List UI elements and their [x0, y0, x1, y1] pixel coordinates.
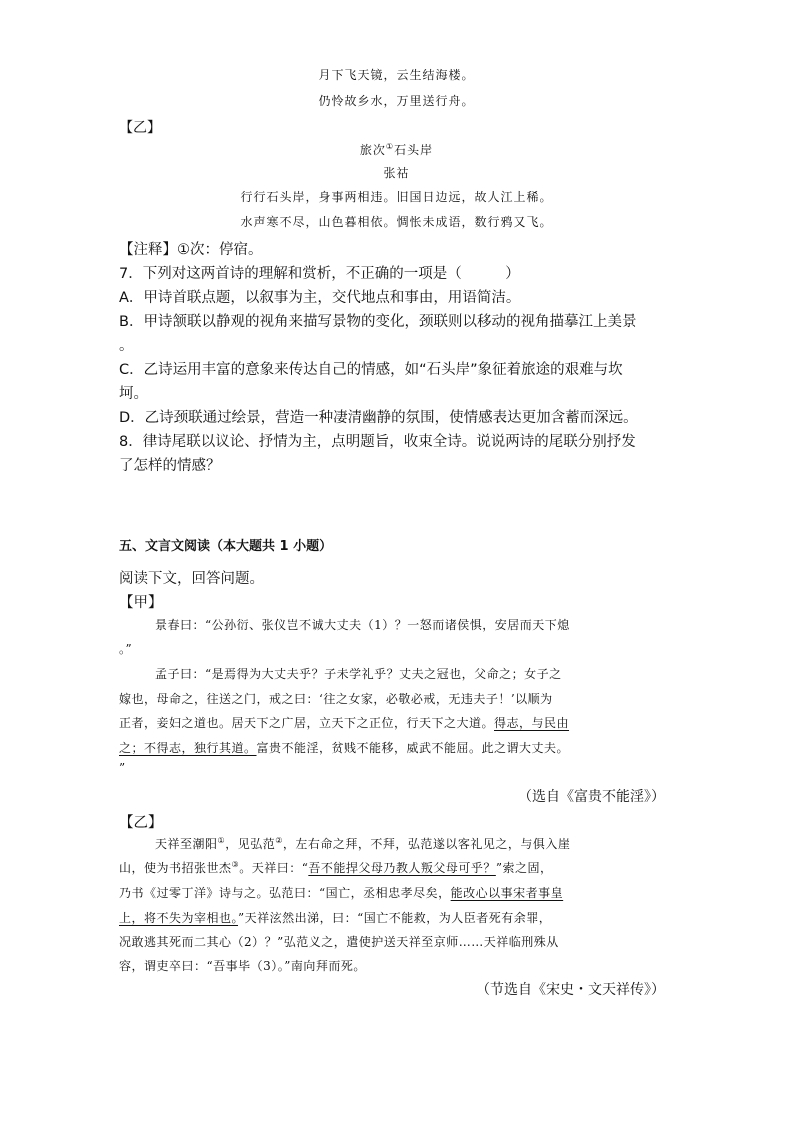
text-run: ，左右命之拜，不拜，弘范遂以客礼见之，与俱入崖 — [282, 837, 571, 851]
question-7-option-b-cont: 。 — [119, 338, 134, 354]
question-7-option-c-cont: 坷。 — [119, 386, 148, 402]
text-run: ”索之固， — [495, 861, 553, 875]
classical-text-line — [119, 884, 563, 901]
section-heading: 五、文言文阅读（本大题共 1 小题） — [119, 539, 333, 554]
classical-text-line — [155, 835, 570, 852]
classical-text-line — [119, 909, 551, 926]
text-run: ”天祥泫然出涕，曰：“国亡不能救，为人臣者死有余罪， — [238, 911, 552, 925]
footnote-mark: ① — [385, 142, 395, 151]
jia-label: 【甲】 — [119, 595, 163, 611]
poem-yi-line: 行行石头岸，身事两相违。旧国日边远，故人江上稀。 — [240, 190, 553, 204]
classical-text-line — [119, 739, 569, 756]
question-7-option-c: C．乙诗运用丰富的意象来传达自己的情感，如“石头岸”象征着旅途的艰难与坎 — [119, 362, 623, 378]
footnote-mark: ② — [275, 836, 283, 845]
classical-text-line — [119, 714, 569, 731]
classical-text-line: 况敢逃其死而二其心（2）？”弘范义之，遣使护送天祥至京师……天祥临刑殊从 — [119, 935, 559, 949]
text-run: 山，使为书招张世杰 — [119, 861, 232, 875]
text-run: 富贵不能淫，贫贱不能移，威武不能屈。此之谓大丈夫。 — [256, 741, 570, 755]
text-run: 。天祥曰：“ — [239, 861, 309, 875]
yi-label: 【乙】 — [119, 120, 161, 136]
text-run: 乃书《过零丁洋》诗与之。弘范曰：“国亡，丞相忠孝尽矣， — [119, 886, 451, 900]
poem-jia-line: 仍怜故乡水，万里送行舟。 — [318, 94, 475, 108]
poem-jia-line: 月下飞天镜，云生结海楼。 — [318, 68, 475, 82]
footnote-mark: ① — [217, 836, 226, 845]
section-instruction: 阅读下文，回答问题。 — [119, 571, 264, 587]
annotation-note: 【注释】①次：停宿。 — [119, 242, 263, 258]
underlined-phrase: 之；不得志，独行其道。 — [119, 741, 257, 755]
text-run: ，见弘范 — [225, 837, 276, 851]
footnote-mark: ③ — [231, 860, 240, 869]
classical-text-line: 孟子曰：“是焉得为大丈夫乎？子未学礼乎？丈夫之冠也，父命之；女子之 — [155, 667, 562, 681]
source-citation: （选自《富贵不能淫》） — [518, 789, 665, 805]
question-7-option-d: D．乙诗颈联通过绘景，营造一种凄清幽静的氛围，使情感表达更加含蓄而深远。 — [119, 410, 638, 426]
classical-text-line: ” — [119, 761, 126, 775]
classical-text-line: 景春曰：“公孙衍、张仪岂不诚大丈夫（1）？一怒而诸侯惧，安居而天下熄 — [155, 618, 570, 632]
classical-text-line: 嫁也，母命之，往送之门，戒之曰：‘往之女家，必敬必戒，无违夫子！’以顺为 — [119, 692, 553, 706]
underlined-phrase: 吾不能捍父母乃教人叛父母可乎？ — [308, 861, 496, 875]
classical-text-line — [119, 859, 552, 876]
poem-title-text: 石头岸 — [394, 143, 434, 157]
poem-yi-line: 水声寒不尽，山色暮相依。惆怅未成语，数行鸦又飞。 — [240, 215, 553, 229]
underlined-phrase: 上，将不失为宰相也。 — [119, 911, 239, 925]
question-7-option-a: A．甲诗首联点题，以叙事为主，交代地点和事由，用语简洁。 — [119, 290, 521, 306]
text-run: 天祥至潮阳 — [155, 837, 218, 851]
question-7-option-b: B．甲诗颔联以静观的视角来描写景物的变化，颈联则以移动的视角描摹江上美景 — [119, 314, 637, 330]
question-7-stem: 7．下列对这两首诗的理解和赏析，不正确的一项是（ ） — [119, 266, 520, 282]
classical-text-line: 。” — [119, 642, 133, 656]
question-8-line: 了怎样的情感？ — [119, 458, 221, 474]
poem-yi-title — [0, 141, 793, 158]
underlined-phrase: 得志，与民由 — [494, 716, 570, 730]
text-run: 正者，妾妇之道也。居天下之广居，立天下之正位，行天下之大道。 — [119, 716, 495, 730]
poem-yi-author: 张祜 — [383, 166, 410, 180]
yi-label: 【乙】 — [119, 815, 163, 831]
classical-text-line: 容，谓吏卒曰：“吾事毕（3）。”南向拜而死。 — [119, 959, 366, 973]
poem-title-text: 旅次 — [359, 143, 386, 157]
underlined-phrase: 能改心以事宋者事皇 — [450, 886, 564, 900]
source-citation: （节选自《宋史・文天祥传》） — [476, 982, 665, 998]
question-8-line: 8．律诗尾联以议论、抒情为主，点明题旨，收束全诗。说说两诗的尾联分别抒发 — [119, 434, 636, 450]
